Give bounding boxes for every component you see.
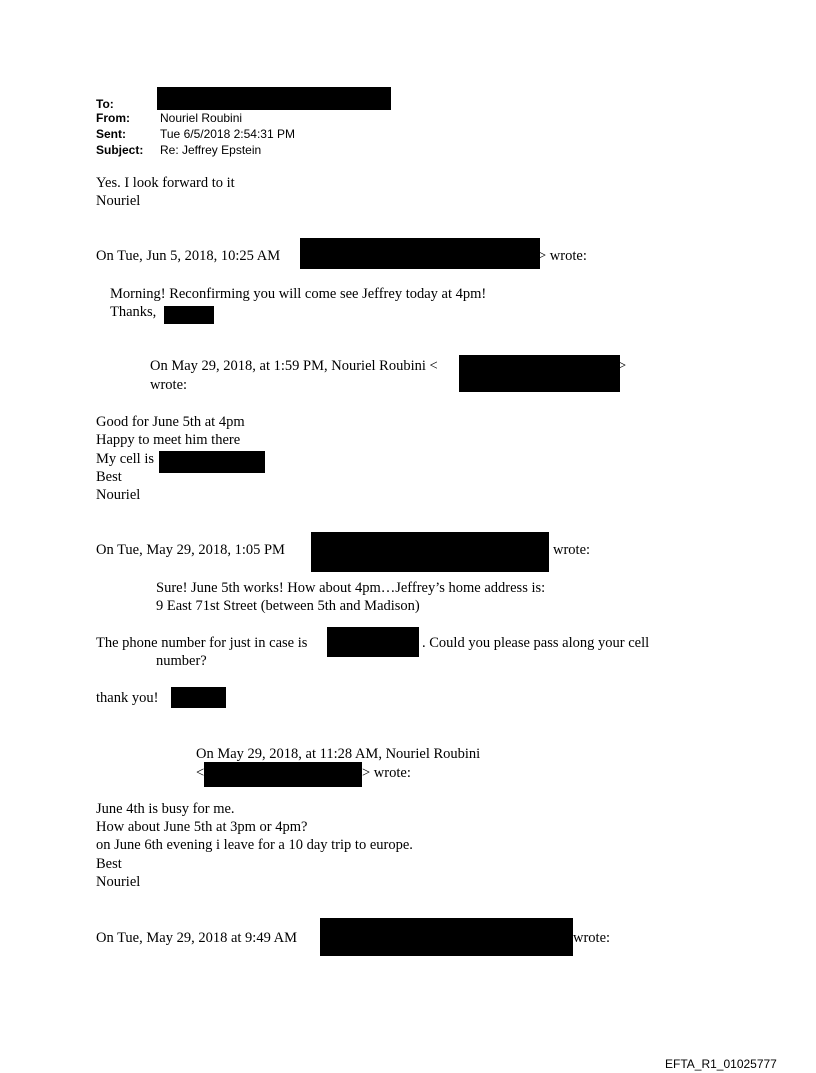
quote4-line: How about June 5th at 3pm or 4pm? [96, 819, 308, 835]
reply-line: Yes. I look forward to it [96, 175, 235, 191]
quote5-intro: On Tue, May 29, 2018 at 9:49 AM [96, 930, 298, 946]
quote3-address: 9 East 71st Street (between 5th and Madison) [156, 598, 420, 614]
redacted-email [459, 355, 620, 392]
subject-value: Re: Jeffrey Epstein [160, 143, 262, 157]
quote1-body: Morning! Reconfirming you will come see Jeffrey today at 4pm! [110, 286, 487, 302]
quote3-thanks: thank you! [96, 690, 159, 706]
quote1-intro: On Tue, Jun 5, 2018, 10:25 AM [96, 248, 281, 264]
quote4-intro: On May 29, 2018, at 11:28 AM, Nouriel Roubini [196, 746, 481, 762]
quote2-intro-wrote: wrote: [150, 377, 188, 393]
quote2-signature: Nouriel [96, 487, 141, 503]
quote3-phone-line: The phone number for just in case is [96, 635, 308, 651]
quote2-line: Best [96, 469, 122, 485]
quote4-intro-lt: < [196, 765, 205, 781]
quote3-intro-wrote: wrote: [553, 542, 591, 558]
quote4-signature: Nouriel [96, 874, 141, 890]
document-id: EFTA_R1_01025777 [665, 1057, 777, 1071]
from-value: Nouriel Roubini [160, 111, 243, 125]
to-label: To: [96, 97, 114, 111]
quote3-line: Sure! June 5th works! How about 4pm…Jeffrey’s home address is: [156, 580, 546, 596]
redacted-sender-email [320, 918, 573, 956]
subject-label: Subject: [96, 143, 144, 157]
quote2-line: Happy to meet him there [96, 432, 241, 448]
quote4-line: June 4th is busy for me. [96, 801, 235, 817]
quote5-intro-wrote: wrote: [573, 930, 611, 946]
redacted-phone [327, 627, 419, 657]
quote4-line: on June 6th evening i leave for a 10 day trip to europe. [96, 837, 413, 853]
quote2-intro: On May 29, 2018, at 1:59 PM, Nouriel Roubini < [150, 358, 438, 374]
redacted-phone [159, 451, 265, 473]
redacted-to-address [157, 87, 391, 110]
sent-value: Tue 6/5/2018 2:54:31 PM [160, 127, 295, 141]
quote3-phone-line2: number? [156, 653, 207, 669]
quote4-intro-wrote: > wrote: [362, 765, 411, 781]
redacted-name [171, 687, 226, 708]
quote2-cell-line: My cell is [96, 451, 154, 467]
quote3-phone-line-end: . Could you please pass along your cell [422, 635, 650, 651]
quote4-line: Best [96, 856, 122, 872]
quote2-line: Good for June 5th at 4pm [96, 414, 245, 430]
redacted-name [164, 306, 214, 324]
quote1-thanks: Thanks, [110, 304, 157, 320]
redacted-sender-email [311, 532, 549, 572]
quote3-intro: On Tue, May 29, 2018, 1:05 PM [96, 542, 285, 558]
quote1-intro-wrote: > wrote: [538, 248, 587, 264]
quote2-intro-gt: > [618, 358, 627, 374]
reply-signature: Nouriel [96, 193, 141, 209]
redacted-email [204, 762, 362, 787]
redacted-sender-email [300, 238, 540, 269]
from-label: From: [96, 111, 130, 125]
sent-label: Sent: [96, 127, 126, 141]
